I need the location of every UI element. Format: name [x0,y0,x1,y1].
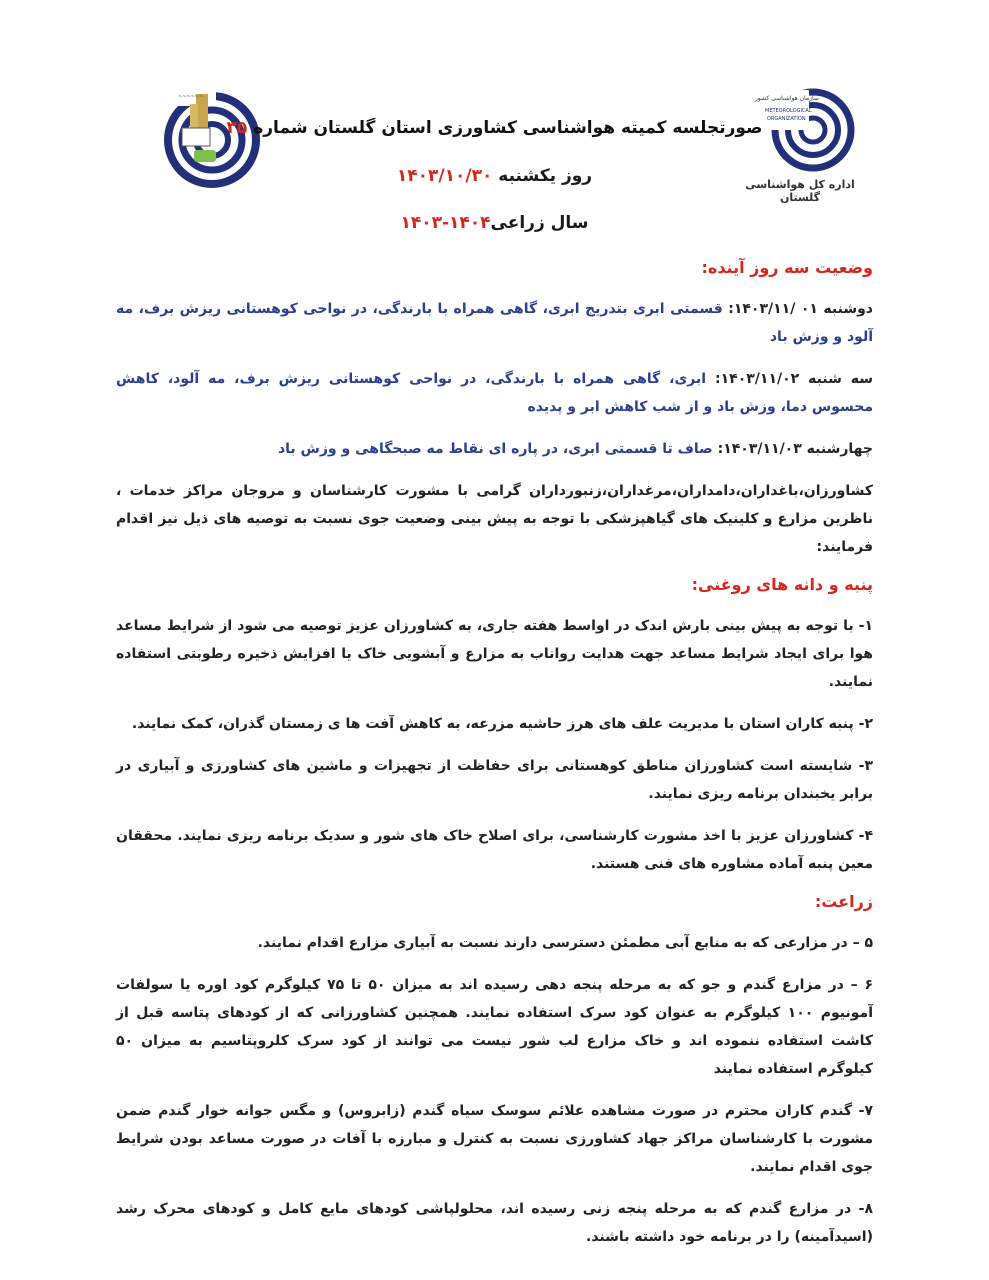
date-prefix: روز یکشنبه [498,166,593,186]
forecast-day [116,295,873,351]
document-body [116,258,873,1265]
svg-text:سازمان هواشناسی کشور: سازمان هواشناسی کشور [755,95,819,102]
farming-item: ۶ – در مزارع گندم و جو که به مرحله پنجه دهی رسیده اند به میزان ۵۰ تا ۷۵ کیلوگرم کود اوره یا سولفات آمونیوم ۱۰۰ کیلوگرم به عنوان کود سرک استفاده نمایند. همچنین کشاورزانی که از کودهای پتاسه قبل از کاشت استفاده ننموده اند و خاک مزارع لب شور نیست می توانند از کود سرک کلروپتاسیم به میزان ۵۰ کیلوگرم استفاده نمایند [116,977,873,1077]
logo-right-caption: اداره کل هواشناسی گلستان [745,178,855,204]
forecast-heading: وضعیت سه روز آینده: [701,258,873,277]
svg-text:ORGANIZATION: ORGANIZATION [767,116,806,122]
forecast-day-label: چهارشنبه ۱۴۰۳/۱۱/۰۳: [717,441,873,457]
cotton-heading: پنبه و دانه های روغنی: [691,575,873,594]
farming-item: ۵ – در مزارعی که به منابع آبی مطمئن دسترسی دارند نسبت به آبیاری مزارع اقدام نمایند. [257,935,873,951]
forecast-day [116,365,873,421]
date-value: ۱۴۰۳/۱۰/۳۰ [396,166,493,186]
forecast-day [116,435,873,463]
year-prefix: سال زراعی [490,213,589,233]
cotton-item: ۱- با توجه به پیش بینی بارش اندک در اواسط هفته جاری، به کشاورزان عزیز توصیه می شود از شرایط مساعد هوا برای ایجاد شرایط مساعد جهت هدایت رواناب به مزارع و آبشویی خاک یا افزایش ذخیره رطوبتی استفاده نمایند. [116,618,873,690]
farming-item: ۸- در مزارع گندم که به مرحله پنجه زنی رسیده اند، محلولپاشی کودهای مایع کامل و کودهای محرک رشد (اسیدآمینه) را در برنامه خود داشته باشند. [116,1201,873,1245]
svg-text:METEOROLOGICAL: METEOROLOGICAL [765,108,812,114]
document-date [0,166,989,186]
forecast-day-text: قسمتی ابری بتدریج ابری، گاهی همراه با بارندگی، در نواحی کوهستانی ریزش برف، مه آلود و وزش باد [116,301,873,345]
farming-heading: زراعت: [814,892,873,911]
farming-item: ۷- گندم کاران محترم در صورت مشاهده علائم سوسک سیاه گندم (زابروس) و مگس جوانه خوار گندم ضمن مشورت با کارشناسان مراکز جهاد کشاورزی نسبت به کنترل و مبارزه با آفات در صورت مساعد بودن شرایط جوی اقدام نمایند. [116,1103,873,1175]
crop-year [0,213,989,233]
cotton-item: ۴- کشاورزان عزیز با اخذ مشورت کارشناسی، برای اصلاح خاک های شور و سدیک برنامه ریزی نمایند. محققان معین پنبه آماده مشاوره های فنی هستند. [116,828,873,872]
advice-intro: کشاورزان،باغداران،دامداران،مرغداران،زنبورداران گرامی با مشورت کارشناسان و مروجان مراکز خدمات ، ناظرین مزارع و کلینیک های گیاهپزشکی با توجه به پیش بینی وضعیت جوی نسبت به توصیه های ذیل نیز اقدام فرمایند: [116,483,873,555]
forecast-day-text: ابری، گاهی همراه با بارندگی، در نواحی کوهستانی ریزش برف، مه آلود، کاهش محسوس دما، وزش باد و از شب کاهش ابر و پدیده [116,371,873,415]
svg-text:~~~~~~: ~~~~~~ [178,94,204,100]
title-text: صورتجلسه کمیته هواشناسی کشاورزی استان گلستان شماره [253,118,763,138]
cotton-item: ۲- پنبه کاران استان با مدیریت علف های هرز حاشیه مزرعه، به کاهش آفت ها ی زمستان گذران، کمک نمایند. [131,716,873,732]
year-value: ۱۴۰۴-۱۴۰۳ [400,213,491,233]
session-number: ۳۵ [226,118,248,138]
document-title [0,118,989,138]
forecast-day-label: سه شنبه ۱۴۰۳/۱۱/۰۲: [715,371,874,387]
cotton-item: ۳- شایسته است کشاورزان مناطق کوهستانی برای حفاظت از تجهیزات و ماشین های کشاورزی و آبیاری در برابر یخبندان برنامه ریزی نمایند. [116,758,873,802]
forecast-day-text: صاف تا قسمتی ابری، در پاره ای نقاط مه صبحگاهی و وزش باد [277,441,713,457]
forecast-day-label: دوشنبه ۰۱ /۱۴۰۳/۱۱: [728,301,873,317]
